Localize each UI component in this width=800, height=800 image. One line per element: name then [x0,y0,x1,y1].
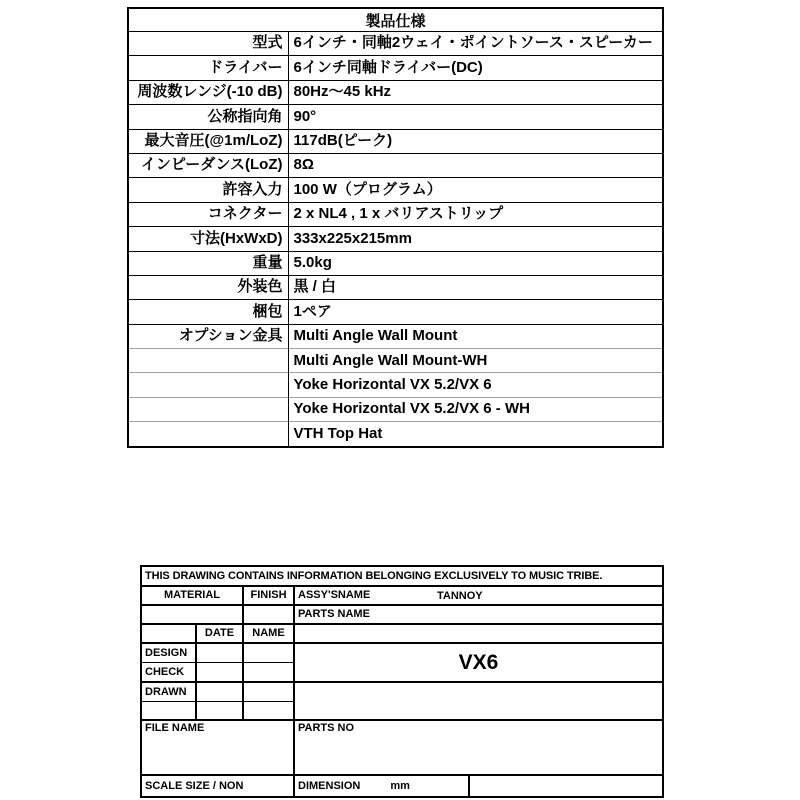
model-header-blank-cell [295,625,662,644]
spec-value: 6インチ同軸ドライバー(DC) [288,56,663,80]
spec-row-option-3 [128,373,663,397]
spec-label: 型式 [128,32,288,56]
date-column-header: DATE [197,625,244,644]
spec-label: 寸法(HxWxD) [128,227,288,251]
spec-label: インピーダンス(LoZ) [128,153,288,177]
spec-label: 公称指向角 [128,105,288,129]
dimension-cell [295,776,470,796]
parts-name-label: PARTS NAME [295,606,662,625]
check-date-cell [197,663,244,683]
finish-label: FINISH [244,587,295,606]
brand-name: TANNOY [437,590,483,602]
spec-value: Multi Angle Wall Mount [288,324,663,348]
spec-value: 2 x NL4 , 1 x バリアストリップ [288,202,663,226]
drawing-title-block [140,565,664,798]
spec-value: VTH Top Hat [288,422,663,447]
spec-label: 梱包 [128,300,288,324]
design-name-cell [244,644,295,663]
spec-label [128,349,288,373]
spec-value: Yoke Horizontal VX 5.2/VX 6 [288,373,663,397]
spec-value: Multi Angle Wall Mount-WH [288,349,663,373]
spec-label: オプション金具 [128,324,288,348]
spec-label: 重量 [128,251,288,275]
spec-label: 外装色 [128,275,288,299]
check-label: CHECK [142,663,197,683]
name-column-header: NAME [244,625,295,644]
dimension-label: DIMENSION [298,779,361,792]
spec-value: 90° [288,105,663,129]
design-date-cell [197,644,244,663]
spec-label: 周波数レンジ(-10 dB) [128,80,288,104]
spec-row-model [128,32,663,56]
scale-row-blank-cell [470,776,662,796]
spec-row-max-spl [128,129,663,153]
spec-row-dimensions [128,227,663,251]
material-label: MATERIAL [142,587,244,606]
spec-table-title: 製品仕様 [128,8,663,32]
extra-name-cell [244,702,295,721]
spec-label [128,373,288,397]
extra-signoff-cell [142,702,197,721]
parts-no-label: PARTS NO [295,721,662,776]
spec-value: Yoke Horizontal VX 5.2/VX 6 - WH [288,397,663,421]
spec-label: 最大音圧(@1m/LoZ) [128,129,288,153]
extra-date-cell [197,702,244,721]
design-label: DESIGN [142,644,197,663]
drawn-name-cell [244,683,295,702]
file-name-label: FILE NAME [142,721,295,776]
spec-value: 5.0kg [288,251,663,275]
spec-row-option-5 [128,422,663,447]
assy-name-cell [295,587,662,606]
spec-value: 117dB(ピーク) [288,129,663,153]
confidentiality-notice: THIS DRAWING CONTAINS INFORMATION BELONGING EXCLUSIVELY TO MUSIC TRIBE. [142,567,662,587]
spec-row-power [128,178,663,202]
signoff-corner-cell [142,625,197,644]
spec-row-option-1 [128,324,663,348]
spec-header-row [128,8,663,32]
spec-row-freq-range [128,80,663,104]
drawn-date-cell [197,683,244,702]
dimension-unit: mm [390,779,410,792]
material-value-cell [142,606,244,625]
spec-label: 許容入力 [128,178,288,202]
spec-label [128,422,288,447]
check-name-cell [244,663,295,683]
spec-row-impedance [128,153,663,177]
spec-label [128,397,288,421]
spec-value: 黒 / 白 [288,275,663,299]
scale-size-label: SCALE SIZE / NON [142,776,295,796]
assy-name-label: ASSY'SNAME [298,589,371,601]
spec-value: 333x225x215mm [288,227,663,251]
spec-label: ドライバー [128,56,288,80]
drawn-label: DRAWN [142,683,197,702]
spec-row-option-4 [128,397,663,421]
finish-value-cell [244,606,295,625]
spec-row-option-2 [128,349,663,373]
spec-value: 1ペア [288,300,663,324]
spec-row-packaging [128,300,663,324]
spec-row-connectors [128,202,663,226]
spec-value: 6インチ・同軸2ウェイ・ポイントソース・スピーカー [288,32,663,56]
model-number: VX6 [295,644,662,683]
spec-row-dispersion [128,105,663,129]
spec-value: 8Ω [288,153,663,177]
description-blank-cell [295,683,662,721]
spec-row-driver [128,56,663,80]
spec-value: 80Hz～45 kHz [288,80,663,104]
spec-row-weight [128,251,663,275]
product-spec-table [127,7,664,448]
spec-row-color [128,275,663,299]
spec-value: 100 W（プログラム） [288,178,663,202]
spec-label: コネクター [128,202,288,226]
